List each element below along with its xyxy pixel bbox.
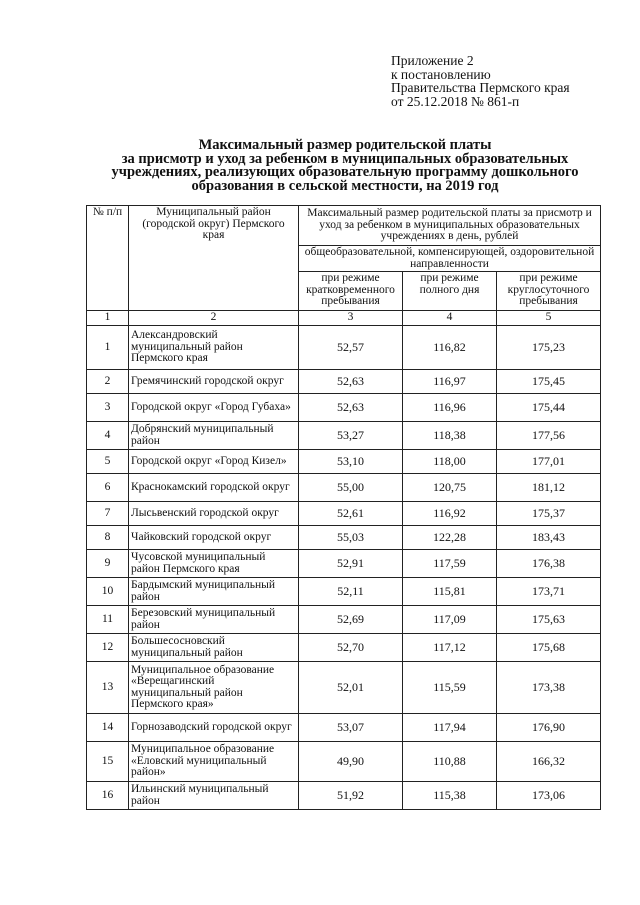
document-title: [95, 139, 595, 193]
round-clock-fee: 175,63: [497, 606, 601, 634]
header-orientation: общеобразовательной, компенсирующей, оздоровительной направленности: [299, 246, 601, 272]
short-stay-fee: 52,61: [299, 502, 403, 526]
table-row: [87, 742, 601, 782]
appendix-line-3: Правительства Пермского края: [391, 80, 570, 96]
column-number: 2: [129, 311, 299, 326]
short-stay-fee: 51,92: [299, 782, 403, 810]
table-row: [87, 526, 601, 550]
table-row: [87, 450, 601, 474]
header-short-stay: при режиме кратковременного пребывания: [299, 272, 403, 311]
full-day-fee: 120,75: [403, 474, 497, 502]
title-line-1: Максимальный размер родительской платы: [198, 137, 492, 153]
header-number: № п/п: [87, 206, 129, 311]
table-row: [87, 422, 601, 450]
row-number: 7: [87, 502, 129, 526]
full-day-fee: 117,59: [403, 550, 497, 578]
appendix-line-2: к постановлению: [391, 66, 491, 82]
table-row: [87, 474, 601, 502]
district-name: Городской округ «Город Губаха»: [129, 394, 299, 422]
row-number: 14: [87, 714, 129, 742]
full-day-fee: 115,38: [403, 782, 497, 810]
full-day-fee: 116,82: [403, 326, 497, 370]
column-number: 1: [87, 311, 129, 326]
district-name: Ильинский муниципальный район: [129, 782, 299, 810]
district-name: Александровский муниципальный район Пермского края: [129, 326, 299, 370]
full-day-fee: 118,00: [403, 450, 497, 474]
table-row: [87, 634, 601, 662]
table-row: [87, 550, 601, 578]
table-row: [87, 394, 601, 422]
header-full-day: при режиме полного дня: [403, 272, 497, 311]
short-stay-fee: 53,07: [299, 714, 403, 742]
row-number: 5: [87, 450, 129, 474]
full-day-fee: 117,94: [403, 714, 497, 742]
short-stay-fee: 53,10: [299, 450, 403, 474]
round-clock-fee: 181,12: [497, 474, 601, 502]
table-row: [87, 326, 601, 370]
district-name: Березовский муниципальный район: [129, 606, 299, 634]
short-stay-fee: 52,69: [299, 606, 403, 634]
table-row: [87, 502, 601, 526]
column-number: 5: [497, 311, 601, 326]
appendix-line-1: Приложение 2: [391, 53, 474, 68]
round-clock-fee: 173,38: [497, 662, 601, 714]
round-clock-fee: 176,38: [497, 550, 601, 578]
round-clock-fee: 173,06: [497, 782, 601, 810]
district-name: Муниципальное образование «Верещагинский муниципальный район Пермского края»: [129, 662, 299, 714]
row-number: 8: [87, 526, 129, 550]
short-stay-fee: 52,01: [299, 662, 403, 714]
short-stay-fee: 52,70: [299, 634, 403, 662]
round-clock-fee: 175,44: [497, 394, 601, 422]
round-clock-fee: 175,23: [497, 326, 601, 370]
round-clock-fee: 173,71: [497, 578, 601, 606]
short-stay-fee: 53,27: [299, 422, 403, 450]
header-max-fee: Максимальный размер родительской платы за присмотр и уход за ребенком в муниципальных образовательных учреждениях в день, рублей: [299, 206, 601, 246]
row-number: 11: [87, 606, 129, 634]
district-name: Городской округ «Город Кизел»: [129, 450, 299, 474]
row-number: 4: [87, 422, 129, 450]
short-stay-fee: 52,91: [299, 550, 403, 578]
district-name: Чайковский городской округ: [129, 526, 299, 550]
round-clock-fee: 175,68: [497, 634, 601, 662]
column-number: 3: [299, 311, 403, 326]
full-day-fee: 116,96: [403, 394, 497, 422]
round-clock-fee: 183,43: [497, 526, 601, 550]
table-row: [87, 714, 601, 742]
table-row: [87, 370, 601, 394]
full-day-fee: 117,09: [403, 606, 497, 634]
round-clock-fee: 175,37: [497, 502, 601, 526]
row-number: 13: [87, 662, 129, 714]
appendix-line-4: от 25.12.2018 № 861-п: [391, 93, 520, 109]
full-day-fee: 110,88: [403, 742, 497, 782]
round-clock-fee: 177,01: [497, 450, 601, 474]
short-stay-fee: 52,11: [299, 578, 403, 606]
full-day-fee: 115,59: [403, 662, 497, 714]
short-stay-fee: 49,90: [299, 742, 403, 782]
short-stay-fee: 55,03: [299, 526, 403, 550]
short-stay-fee: 52,63: [299, 394, 403, 422]
column-number-row: [87, 311, 601, 326]
full-day-fee: 116,92: [403, 502, 497, 526]
district-name: Лысьвенский городской округ: [129, 502, 299, 526]
table-row: [87, 578, 601, 606]
round-clock-fee: 166,32: [497, 742, 601, 782]
district-name: Чусовской муниципальный район Пермского края: [129, 550, 299, 578]
district-name: Краснокамский городской округ: [129, 474, 299, 502]
appendix-block: [391, 54, 631, 108]
full-day-fee: 117,12: [403, 634, 497, 662]
round-clock-fee: 176,90: [497, 714, 601, 742]
title-line-3: учреждениях, реализующих образовательную программу дошкольного: [111, 164, 579, 181]
row-number: 2: [87, 370, 129, 394]
row-number: 6: [87, 474, 129, 502]
row-number: 9: [87, 550, 129, 578]
row-number: 1: [87, 326, 129, 370]
district-name: Бардымский муниципальный район: [129, 578, 299, 606]
district-name: Добрянский муниципальный район: [129, 422, 299, 450]
title-line-2: за присмотр и уход за ребенком в муниципальных образовательных: [121, 150, 569, 167]
row-number: 16: [87, 782, 129, 810]
row-number: 15: [87, 742, 129, 782]
full-day-fee: 118,38: [403, 422, 497, 450]
short-stay-fee: 52,63: [299, 370, 403, 394]
row-number: 12: [87, 634, 129, 662]
round-clock-fee: 177,56: [497, 422, 601, 450]
column-number: 4: [403, 311, 497, 326]
district-name: Горнозаводский городской округ: [129, 714, 299, 742]
round-clock-fee: 175,45: [497, 370, 601, 394]
short-stay-fee: 55,00: [299, 474, 403, 502]
table-row: [87, 662, 601, 714]
full-day-fee: 116,97: [403, 370, 497, 394]
table-row: [87, 606, 601, 634]
header-round-clock: при режиме круглосуточного пребывания: [497, 272, 601, 311]
fee-table: [86, 205, 601, 810]
table-row: [87, 782, 601, 810]
district-name: Большесосновский муниципальный район: [129, 634, 299, 662]
district-name: Муниципальное образование «Еловский муниципальный район»: [129, 742, 299, 782]
row-number: 3: [87, 394, 129, 422]
header-district: Муниципальный район (городской округ) Пермского края: [129, 206, 299, 311]
row-number: 10: [87, 578, 129, 606]
title-line-4: образования в сельской местности, на 2019 год: [191, 177, 499, 194]
district-name: Гремячинский городской округ: [129, 370, 299, 394]
full-day-fee: 115,81: [403, 578, 497, 606]
full-day-fee: 122,28: [403, 526, 497, 550]
short-stay-fee: 52,57: [299, 326, 403, 370]
